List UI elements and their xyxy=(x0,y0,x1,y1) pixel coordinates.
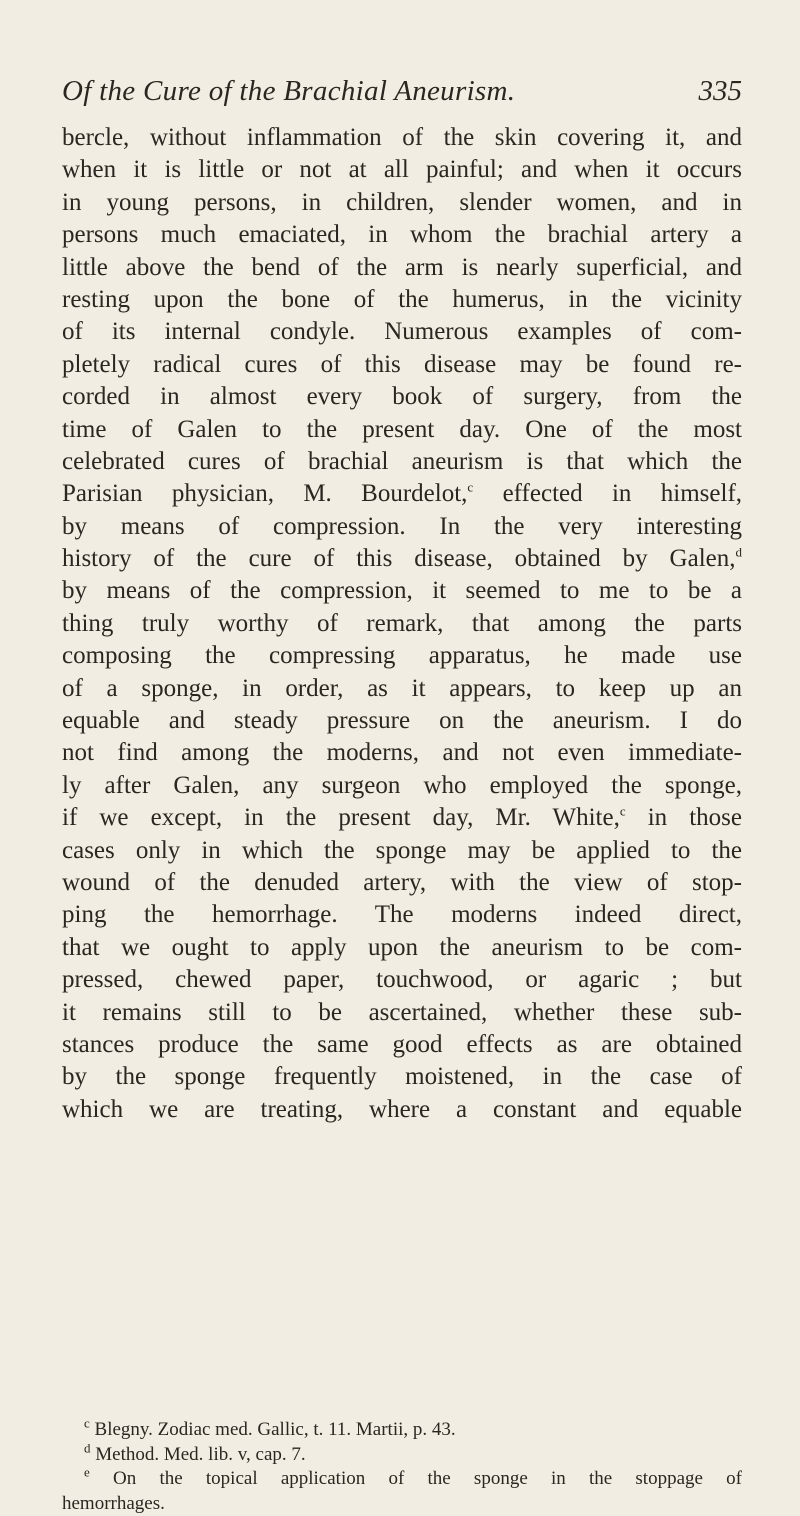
text-line: cases only in which the sponge may be applied to the xyxy=(62,835,742,867)
running-head xyxy=(62,75,742,115)
text-line: pressed, chewed paper, touchwood, or agaric ; but xyxy=(62,964,742,996)
text-line-with-ref xyxy=(62,478,742,510)
text-line: celebrated cures of brachial aneurism is that which the xyxy=(62,446,742,478)
line-text: history of the cure of this disease, obtained by Galen, xyxy=(62,545,736,572)
text-line: persons much emaciated, in whom the brachial artery a xyxy=(62,219,742,251)
body-text xyxy=(62,122,742,1126)
text-line: time of Galen to the present day. One of the most xyxy=(62,414,742,446)
text-line: corded in almost every book of surgery, from the xyxy=(62,381,742,413)
text-line: pletely radical cures of this disease may be found re- xyxy=(62,349,742,381)
text-line: wound of the denuded artery, with the view of stop- xyxy=(62,867,742,899)
footnotes xyxy=(62,1418,742,1516)
text-line-with-ref xyxy=(62,802,742,834)
line-tail: effected in himself, xyxy=(503,480,742,507)
footnote-text: On the topical application of the sponge in the stoppage of xyxy=(113,1468,742,1489)
text-line: that we ought to apply upon the aneurism to be com- xyxy=(62,932,742,964)
footnote-text: Blegny. Zodiac med. Gallic, t. 11. Martii, p. 43. xyxy=(95,1419,456,1440)
text-line: which we are treating, where a constant and equable xyxy=(62,1094,742,1126)
text-line: stances produce the same good effects as are obtained xyxy=(62,1029,742,1061)
footnote-e-continued: hemorrhages. xyxy=(62,1492,742,1516)
text-line: ping the hemorrhage. The moderns indeed direct, xyxy=(62,899,742,931)
line-tail: in those xyxy=(648,804,742,831)
running-title: Of the Cure of the Brachial Aneurism. xyxy=(62,75,515,108)
footnote-mark: d xyxy=(84,1440,91,1455)
footnote-mark: c xyxy=(84,1416,90,1431)
text-line: of a sponge, in order, as it appears, to keep up an xyxy=(62,673,742,705)
text-line: thing truly worthy of remark, that among the parts xyxy=(62,608,742,640)
footnote-text: Method. Med. lib. v, cap. 7. xyxy=(95,1444,305,1465)
text-line: when it is little or not at all painful; and when it occurs xyxy=(62,154,742,186)
page-number: 335 xyxy=(699,75,743,108)
text-line: it remains still to be ascertained, whether these sub- xyxy=(62,997,742,1029)
text-line: ly after Galen, any surgeon who employed the sponge, xyxy=(62,770,742,802)
text-line: equable and steady pressure on the aneurism. I do xyxy=(62,705,742,737)
footnote-c xyxy=(62,1418,742,1443)
text-line: by means of compression. In the very interesting xyxy=(62,511,742,543)
text-line: resting upon the bone of the humerus, in the vicinity xyxy=(62,284,742,316)
text-line: composing the compressing apparatus, he made use xyxy=(62,640,742,672)
footnote-mark: e xyxy=(84,1465,90,1480)
text-line: of its internal condyle. Numerous examples of com- xyxy=(62,316,742,348)
text-line: in young persons, in children, slender women, and in xyxy=(62,187,742,219)
text-line: little above the bend of the arm is nearly superficial, and xyxy=(62,252,742,284)
footnote-ref[interactable]: c xyxy=(467,480,473,495)
text-line: bercle, without inflammation of the skin covering it, and xyxy=(62,122,742,154)
footnote-ref[interactable]: d xyxy=(736,545,743,560)
line-text: Parisian physician, M. Bourdelot, xyxy=(62,480,467,507)
text-line: by the sponge frequently moistened, in the case of xyxy=(62,1061,742,1093)
footnote-e xyxy=(62,1467,742,1492)
text-line: by means of the compression, it seemed to me to be a xyxy=(62,575,742,607)
footnote-d xyxy=(62,1443,742,1468)
footnote-ref[interactable]: c xyxy=(620,804,626,819)
text-line-with-ref xyxy=(62,543,742,575)
line-text: if we except, in the present day, Mr. White, xyxy=(62,804,620,831)
text-line: not find among the moderns, and not even immediate- xyxy=(62,737,742,769)
